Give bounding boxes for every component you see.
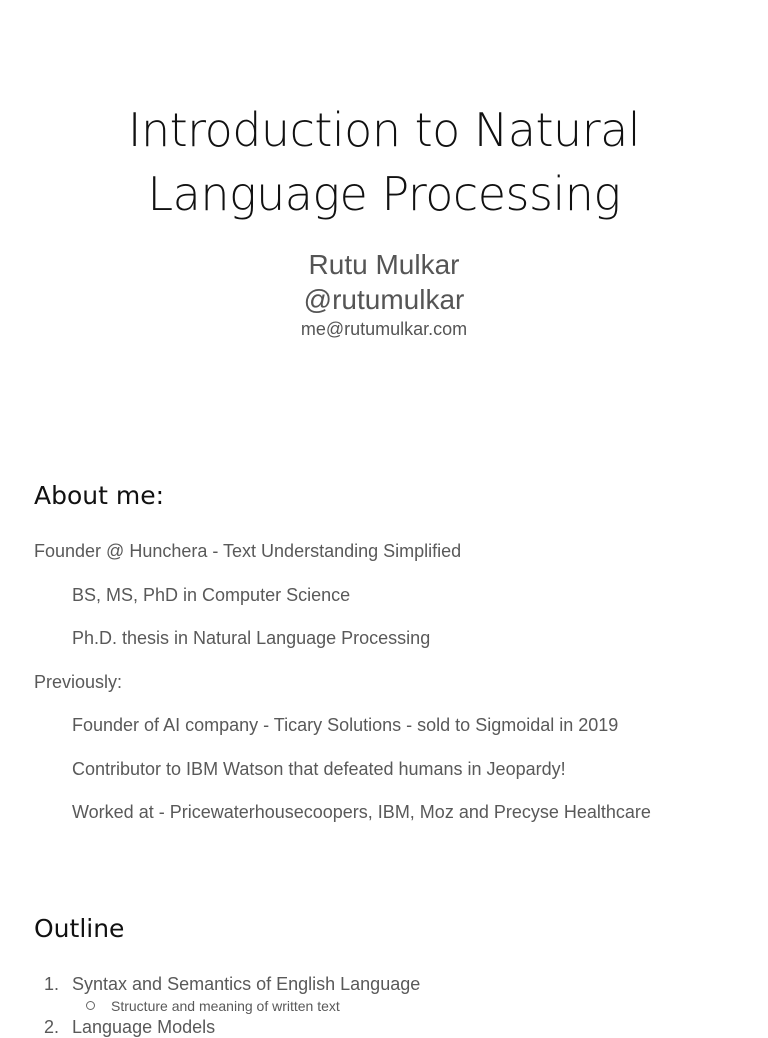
- outline-subitem-label: Structure and meaning of written text: [111, 998, 340, 1014]
- document-title: [0, 98, 768, 226]
- previous-item: Contributor to IBM Watson that defeated humans in Jeopardy!: [72, 759, 566, 779]
- outline-item-label: Syntax and Semantics of English Language: [72, 974, 421, 994]
- outline-item-number: 1.: [44, 974, 60, 994]
- title-line-1: Introduction to Natural: [127, 103, 641, 157]
- previous-item: Founder of AI company - Ticary Solutions - sold to Sigmoidal in 2019: [72, 715, 619, 735]
- about-founder: Founder @ Hunchera - Text Understanding Simplified: [34, 541, 462, 561]
- author-name: Rutu Mulkar: [308, 249, 460, 280]
- previous-item: Worked at - Pricewaterhousecoopers, IBM, Moz and Precyse Healthcare: [72, 802, 651, 822]
- title-line-2: Language Processing: [147, 167, 621, 221]
- author-email: me@rutumulkar.com: [300, 319, 468, 339]
- about-thesis: Ph.D. thesis in Natural Language Processing: [72, 628, 431, 648]
- author-handle: @rutumulkar: [303, 284, 465, 315]
- outline-item-label: Language Models: [72, 1017, 216, 1037]
- about-previously-label: Previously:: [34, 672, 123, 692]
- outline-heading: Outline: [34, 914, 125, 943]
- outline-item-number: 2.: [44, 1017, 60, 1037]
- about-degrees: BS, MS, PhD in Computer Science: [72, 585, 351, 605]
- hollow-bullet-icon: [86, 1001, 95, 1010]
- about-heading: About me:: [34, 481, 165, 510]
